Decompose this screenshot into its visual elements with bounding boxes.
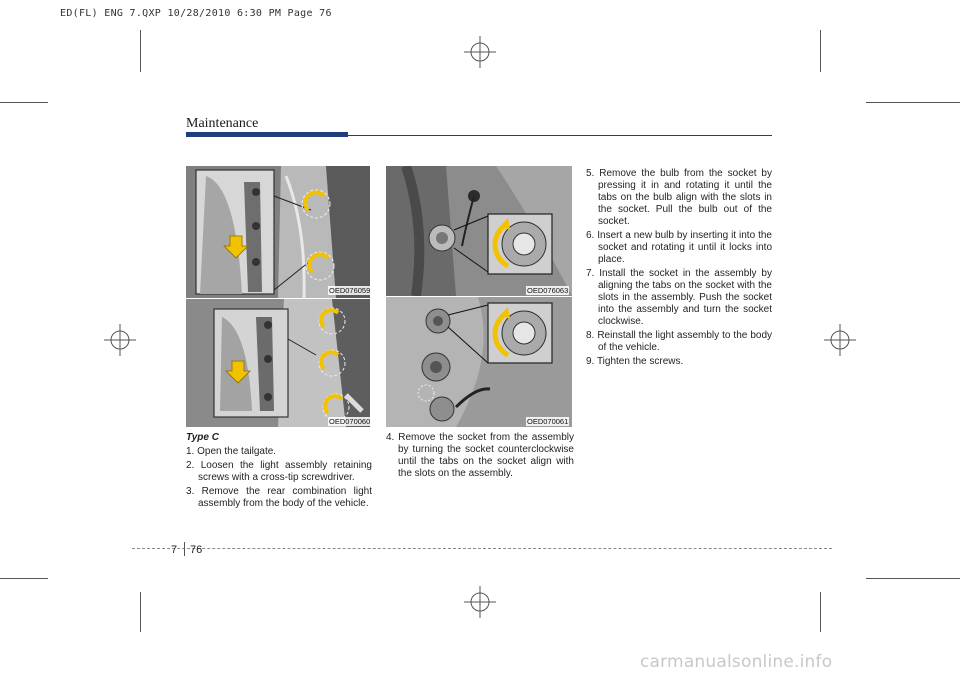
column-1-text xyxy=(186,432,372,512)
page-number: 76 xyxy=(190,544,203,556)
print-slug: ED(FL) ENG 7.QXP 10/28/2010 6:30 PM Page 76 xyxy=(60,8,332,19)
footer-separator xyxy=(184,542,185,556)
chapter-number: 7 xyxy=(171,544,178,556)
section-title: Maintenance xyxy=(186,116,259,131)
step-2: 2. Loosen the light assembly retaining screws with a cross-tip screwdriver. xyxy=(186,460,372,483)
header-rule-thick xyxy=(186,132,348,137)
registration-mark-left xyxy=(104,324,136,356)
column-2-text xyxy=(386,432,574,482)
step-6: 6. Insert a new bulb by inserting it into the socket and rotating it until it locks into place. xyxy=(586,230,772,265)
figure-code-1: OED076059 xyxy=(329,286,370,295)
header-rule-thin xyxy=(348,135,772,136)
step-5: 5. Remove the bulb from the socket by pressing it in and rotating it until the tabs on the bulb align with the slots in the socket. Pull the bulb out of the socket. xyxy=(586,168,772,227)
figure-code-3: OED076063 xyxy=(527,286,569,295)
tailgate-lower-illustration xyxy=(186,299,370,427)
registration-mark-bottom xyxy=(464,586,496,618)
registration-mark-top xyxy=(464,36,496,68)
watermark: carmanualsonline.info xyxy=(640,652,833,672)
socket-upper-illustration xyxy=(386,166,572,296)
step-8: 8. Reinstall the light assembly to the body of the vehicle. xyxy=(586,330,772,353)
figure-tailgate-upper xyxy=(186,166,370,298)
socket-lower-illustration xyxy=(386,297,572,427)
figure-socket-upper xyxy=(386,166,572,296)
tailgate-upper-illustration xyxy=(186,166,370,298)
figure-code-4: OED070061 xyxy=(527,417,569,426)
step-1: 1. Open the tailgate. xyxy=(186,446,277,457)
column-3-text xyxy=(586,168,772,370)
type-heading: Type C xyxy=(186,432,219,443)
figure-code-2: OED070060 xyxy=(329,417,370,426)
registration-mark-right xyxy=(824,324,856,356)
step-9: 9. Tighten the screws. xyxy=(586,356,684,367)
footer-dashed-rule xyxy=(132,548,832,549)
step-7: 7. Install the socket in the assembly by aligning the tabs on the socket with the slots in the assembly. Push the socket into the assembly and turn the socket clockwise. xyxy=(586,268,772,327)
step-3: 3. Remove the rear combination light assembly from the body of the vehicle. xyxy=(186,486,372,509)
figure-socket-lower xyxy=(386,296,572,427)
step-4: 4. Remove the socket from the assembly by turning the socket counterclockwise until the tabs on the socket align with the slots on the assembly. xyxy=(386,432,574,479)
figure-tailgate-lower xyxy=(186,298,370,427)
